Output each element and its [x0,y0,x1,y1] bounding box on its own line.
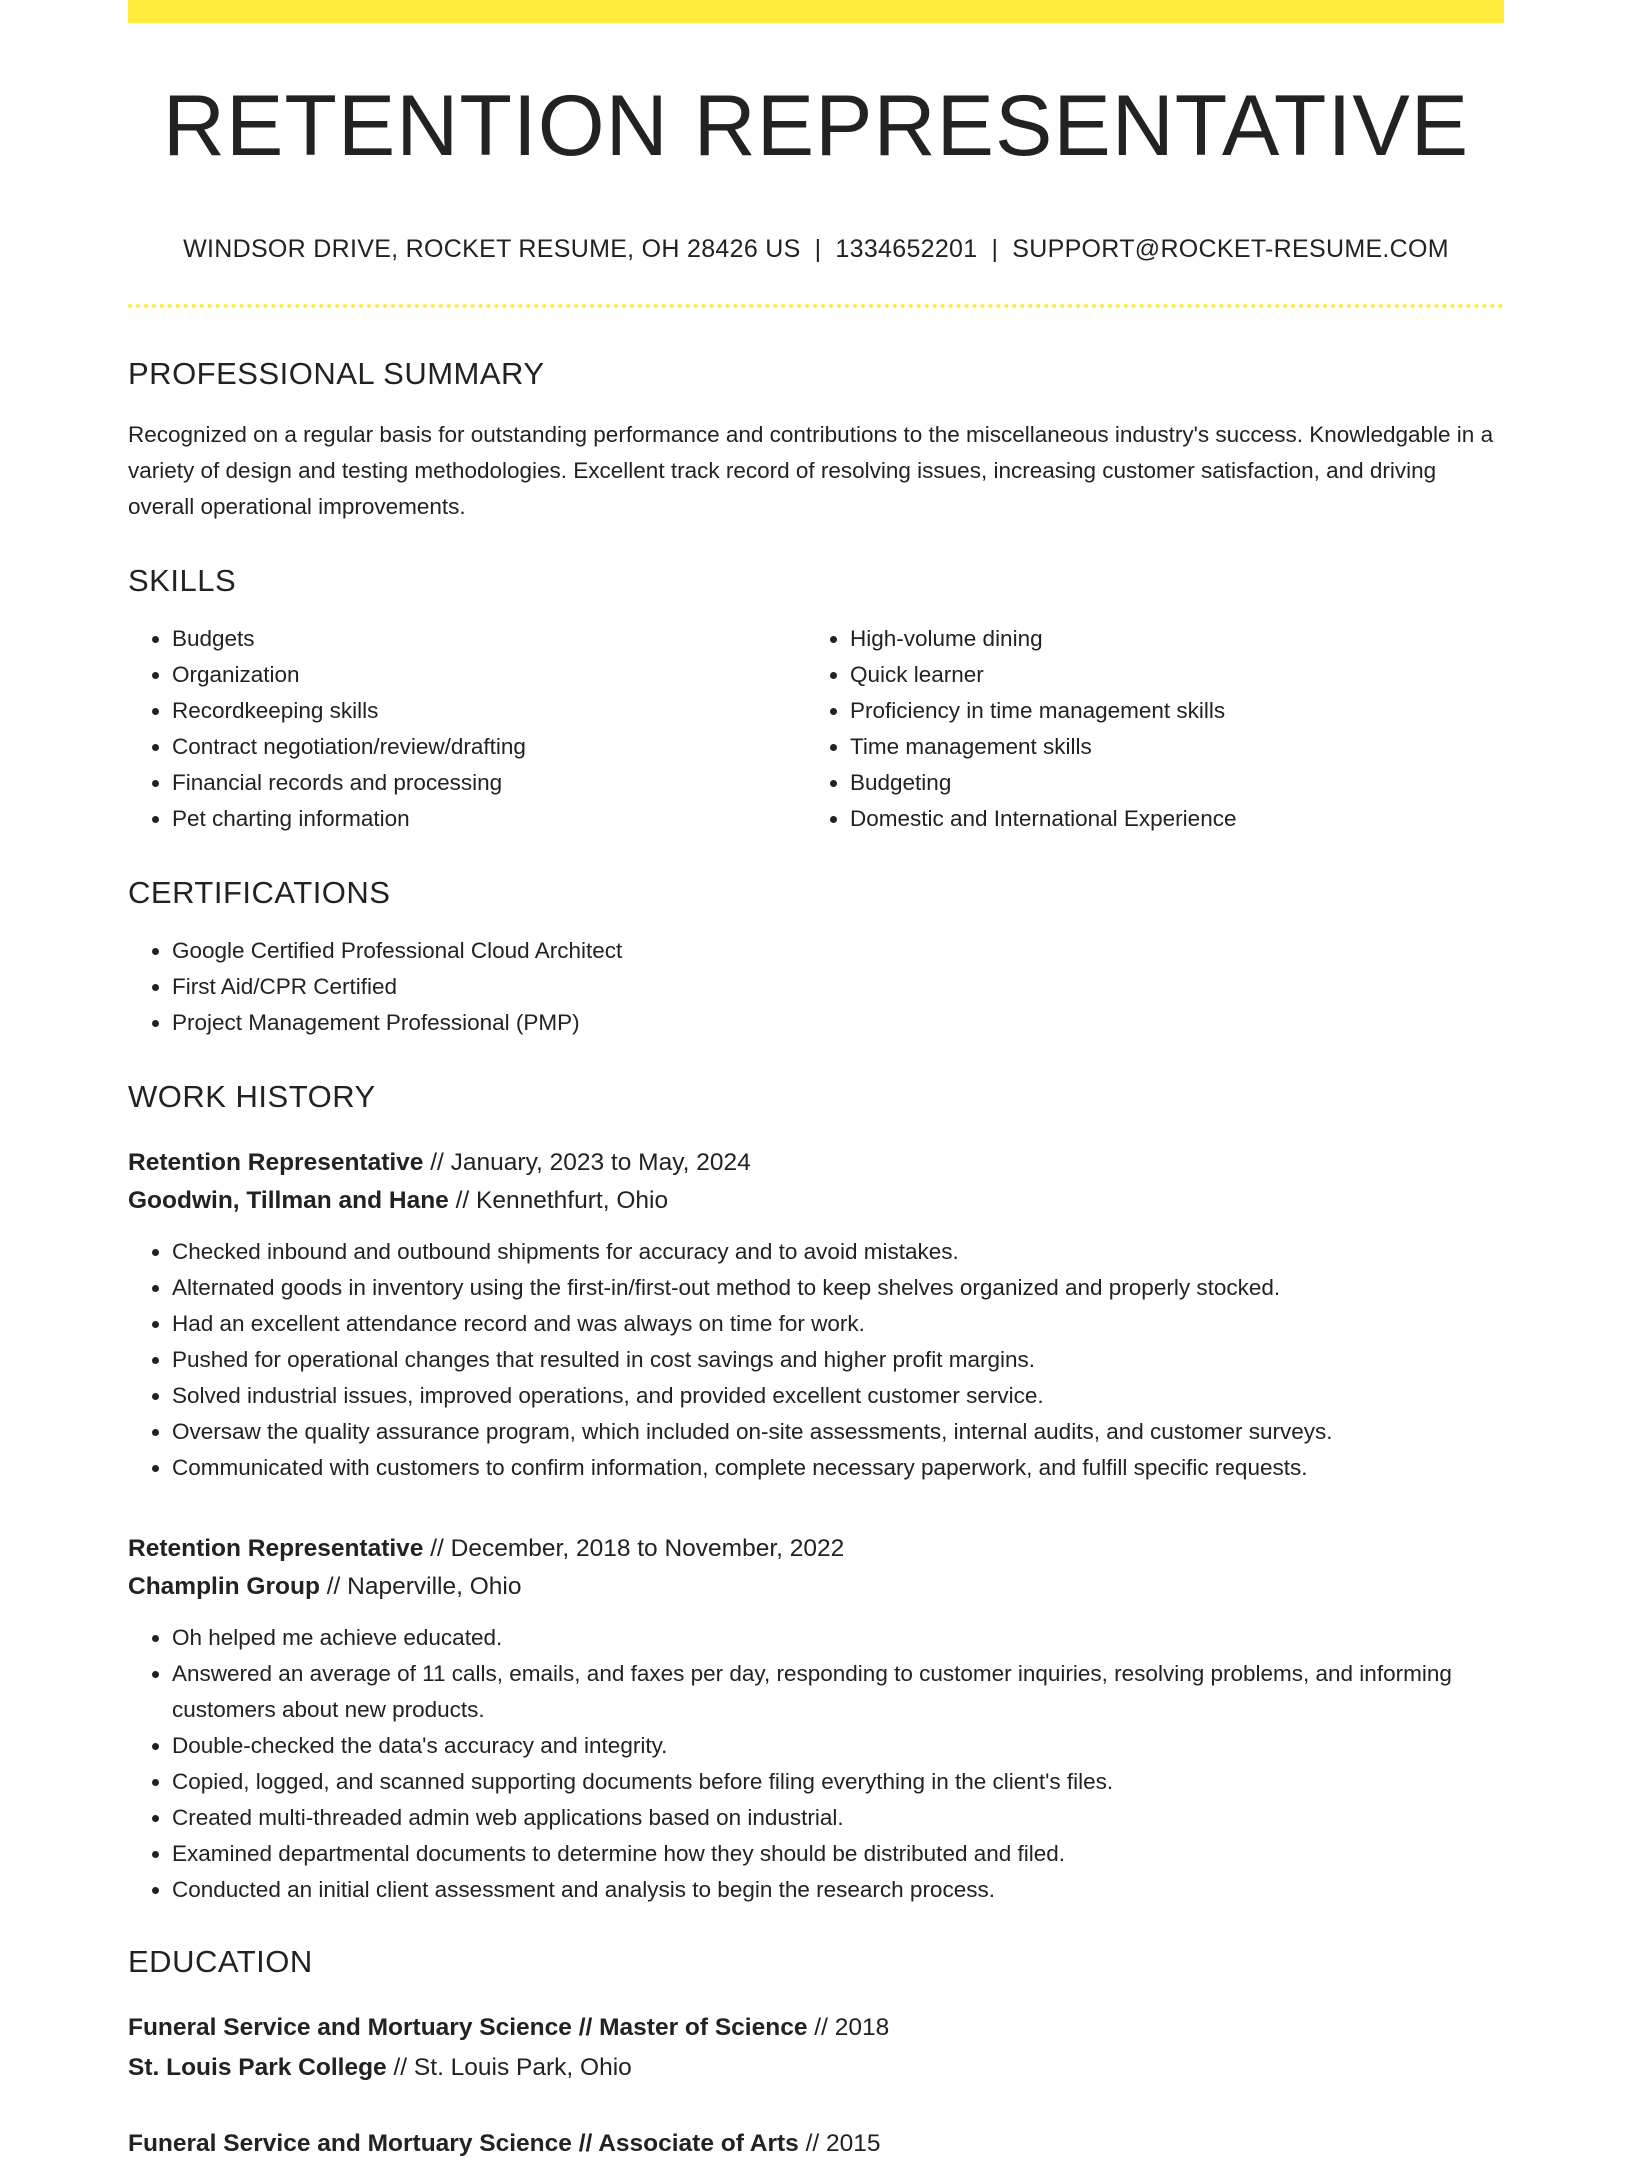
job-role: Retention Representative [128,1149,424,1176]
job-location: // Kennethfurt, Ohio [448,1187,669,1214]
skill-item: • Quick learner [850,657,1484,693]
job-bullet: • Double-checked the data's accuracy and integrity. [172,1728,1504,1764]
job-role: Retention Representative [128,1535,424,1562]
certification-item: • Google Certified Professional Cloud Architect [172,933,1504,969]
skill-item: • Pet charting information [172,801,806,837]
job-title-line [128,1530,1504,1568]
job-bullet: • Pushed for operational changes that resulted in cost savings and higher profit margins. [172,1342,1504,1378]
accent-top-bar [128,0,1504,23]
education-year: // 2018 [807,2014,890,2041]
contact-email: SUPPORT@ROCKET-RESUME.COM [1012,235,1449,263]
education-degree-line [128,2124,1504,2164]
skill-item: • Budgeting [850,765,1484,801]
skills-columns [128,621,1504,837]
certifications-list [128,933,1504,1041]
skills-left-list [128,621,806,837]
summary-text: Recognized on a regular basis for outstanding performance and contributions to the miscellaneous industry's success. Knowledgable in a variety of design and testing methodologies. Excellent track record of resolving issues, increasing customer satisfaction, and driving overall operational improvements. [128,422,1494,519]
contact-separator: | [814,235,822,263]
job-company: Goodwin, Tillman and Hane [128,1187,449,1214]
education-location: // St. Louis Park, Ohio [386,2054,632,2081]
job-bullet: • Answered an average of 11 calls, emails, and faxes per day, responding to customer inquiries, resolving problems, and informing customers about new products. [172,1656,1504,1728]
job-bullet: • Had an excellent attendance record and was always on time for work. [172,1306,1504,1342]
skill-item: • High-volume dining [850,621,1484,657]
contact-address: WINDSOR DRIVE, ROCKET RESUME, OH 28426 US [183,235,801,263]
education-degree-line [128,2008,1504,2048]
skill-item: • Domestic and International Experience [850,801,1484,837]
job-bullet: • Copied, logged, and scanned supporting documents before filing everything in the client's files. [172,1764,1504,1800]
education-entry [128,2008,1504,2088]
job-dates: // December, 2018 to November, 2022 [423,1535,845,1562]
job-title-line [128,1144,1504,1182]
job-bullet: • Communicated with customers to confirm information, complete necessary paperwork, and fulfill specific requests. [172,1450,1504,1486]
candidate-name: RETENTION REPRESENTATIVE [162,78,1470,174]
contact-phone: 1334652201 [835,235,978,263]
contact-line [128,235,1504,264]
resume-page [128,0,1504,2164]
job-company-line [128,1568,1504,1606]
skill-item: • Time management skills [850,729,1484,765]
job-bullet: • Solved industrial issues, improved operations, and provided excellent customer service. [172,1378,1504,1414]
job-entry [128,1144,1504,1486]
job-bullet: • Oh helped me achieve educated. [172,1620,1504,1656]
skill-item: • Financial records and processing [172,765,806,801]
skill-item: • Organization [172,657,806,693]
education-entry [128,2124,1504,2164]
job-company-line [128,1182,1504,1220]
education-school: St. Louis Park College [128,2054,387,2081]
skills-heading: SKILLS [128,563,237,598]
job-bullet: • Examined departmental documents to determine how they should be distributed and filed. [172,1836,1504,1872]
job-bullet: • Checked inbound and outbound shipments for accuracy and to avoid mistakes. [172,1234,1504,1270]
certification-item: • Project Management Professional (PMP) [172,1005,1504,1041]
job-bullets [128,1234,1504,1486]
job-entry [128,1530,1504,1908]
education-heading: EDUCATION [128,1944,313,1979]
skills-right-list [806,621,1484,837]
job-bullet: • Created multi-threaded admin web applications based on industrial. [172,1800,1504,1836]
job-company: Champlin Group [128,1573,320,1600]
certification-item: • First Aid/CPR Certified [172,969,1504,1005]
job-dates: // January, 2023 to May, 2024 [423,1149,751,1176]
education-year: // 2015 [798,2130,881,2157]
header-divider [128,304,1504,308]
job-location: // Naperville, Ohio [319,1573,522,1600]
education-degree: Funeral Service and Mortuary Science // Master of Science [128,2014,808,2041]
skill-item: • Budgets [172,621,806,657]
education-degree: Funeral Service and Mortuary Science // Associate of Arts [128,2130,799,2157]
summary-heading: PROFESSIONAL SUMMARY [128,356,545,391]
job-bullet: • Alternated goods in inventory using the first-in/first-out method to keep shelves organized and properly stocked. [172,1270,1504,1306]
skill-item: • Proficiency in time management skills [850,693,1484,729]
job-bullets [128,1620,1504,1908]
contact-separator: | [991,235,999,263]
work-history-heading: WORK HISTORY [128,1079,376,1114]
certifications-heading: CERTIFICATIONS [128,875,391,910]
skill-item: • Recordkeeping skills [172,693,806,729]
job-bullet: • Oversaw the quality assurance program, which included on-site assessments, internal audits, and customer surveys. [172,1414,1504,1450]
skill-item: • Contract negotiation/review/drafting [172,729,806,765]
job-bullet: • Conducted an initial client assessment and analysis to begin the research process. [172,1872,1504,1908]
education-school-line [128,2048,1504,2088]
